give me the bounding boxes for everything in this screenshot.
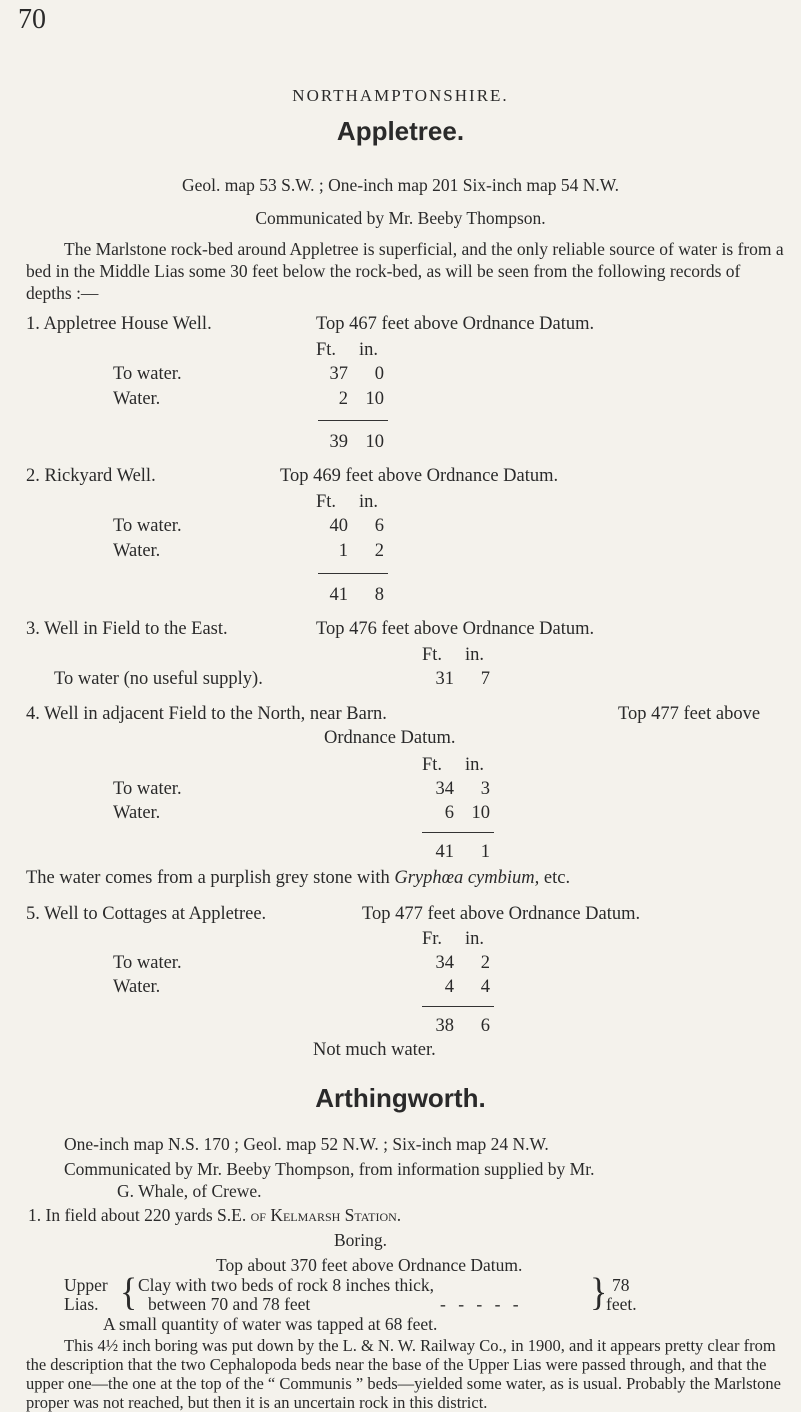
row-ft: 4 (444, 977, 454, 997)
strata-dashes: - - - - - (440, 1294, 523, 1314)
row-label: To water. (113, 779, 182, 799)
row-ft: 1 (338, 541, 348, 561)
strata-thickness-1: 78 (612, 1275, 630, 1295)
row-ft: 37 (329, 364, 348, 384)
row-in: 0 (374, 364, 384, 384)
water-tapped: A small quantity of water was tapped at 68 feet. (103, 1314, 438, 1334)
row-ft: 34 (435, 953, 454, 973)
total-in: 1 (480, 842, 490, 862)
total-in: 10 (365, 432, 384, 452)
well-4-top-cont: Ordnance Datum. (324, 728, 456, 748)
unit-in: in. (465, 755, 485, 775)
well-2-name: 2. Rickyard Well. (26, 466, 156, 486)
well-3-name: 3. Well in Field to the East. (26, 619, 228, 639)
total-rule (318, 420, 388, 421)
unit-ft: Ft. (422, 645, 443, 665)
appletree-maps: Geol. map 53 S.W. ; One-inch map 201 Six-inch map 54 N.W. (181, 175, 620, 195)
row-in: 10 (471, 803, 490, 823)
closing-paragraph: This 4½ inch boring was put down by the L. & N. W. Railway Co., in 1900, and it appears pretty clear from the description that the two Cephalopoda beds near the base of the Upper Lias were passed through, and that the upper one—the one at the top of the “ Communis ” beds—yielded some water, as is usual. Probably the Marlstone proper was not reached, but then it is an uncertain rock in this district. (26, 1336, 781, 1412)
row-ft: 34 (435, 779, 454, 799)
well-2-top: Top 469 feet above Ordnance Datum. (280, 466, 559, 486)
boring-heading: Boring. (334, 1230, 387, 1250)
left-brace-icon: { (120, 1270, 138, 1314)
unit-in: in. (359, 492, 379, 512)
row-label: Water. (113, 977, 161, 997)
well-1-name: 1. Appletree House Well. (26, 314, 212, 334)
total-rule (318, 573, 388, 574)
boring-top: Top about 370 feet above Ordnance Datum. (216, 1255, 523, 1275)
total-ft: 39 (329, 432, 348, 452)
total-ft: 38 (435, 1016, 454, 1036)
row-ft: 6 (444, 803, 454, 823)
row-ft: 31 (435, 669, 454, 689)
row-in: 2 (480, 953, 490, 973)
appletree-intro: The Marlstone rock-bed around Appletree is superficial, and the only reliable source of water is from a bed in the Middle Lias some 30 feet below the rock-bed, as will be seen from the following records of depths :— (26, 239, 784, 303)
arthingworth-communicated-2: G. Whale, of Crewe. (117, 1181, 262, 1201)
strata-thickness-2: feet. (606, 1294, 637, 1314)
total-rule (422, 1006, 494, 1007)
total-ft: 41 (329, 585, 348, 605)
unit-ft: Ft. (316, 340, 337, 360)
unit-ft: Ft. (316, 492, 337, 512)
unit-ft-alt: Fr. (422, 929, 443, 949)
arthingworth-communicated-1: Communicated by Mr. Beeby Thompson, from information supplied by Mr. (64, 1159, 595, 1179)
unit-in: in. (465, 645, 485, 665)
well-5-name: 5. Well to Cottages at Appletree. (26, 904, 267, 924)
row-label: Water. (113, 541, 161, 561)
page-number: 70 (18, 4, 46, 35)
section-title-arthingworth: Arthingworth. (315, 1083, 486, 1113)
right-brace-icon: } (590, 1270, 608, 1314)
row-label: Water. (113, 389, 161, 409)
total-in: 8 (374, 585, 384, 605)
well-4-top: Top 477 feet above (618, 704, 761, 724)
row-label: To water. (113, 953, 182, 973)
total-ft: 41 (435, 842, 454, 862)
arthingworth-item-1: 1. In field about 220 yards S.E. of Kelmarsh Station. (28, 1205, 402, 1225)
well-4-note: The water comes from a purplish grey stone with Gryphœa cymbium, etc. (26, 868, 571, 888)
row-in: 7 (480, 669, 490, 689)
well-5-top: Top 477 feet above Ordnance Datum. (362, 904, 641, 924)
unit-in: in. (359, 340, 379, 360)
strata-desc-1: Clay with two beds of rock 8 inches thick, (138, 1275, 434, 1295)
unit-ft: Ft. (422, 755, 443, 775)
well-4-name: 4. Well in adjacent Field to the North, near Barn. (26, 704, 387, 724)
row-in: 3 (480, 779, 490, 799)
well-3-top: Top 476 feet above Ordnance Datum. (316, 619, 595, 639)
total-in: 6 (480, 1016, 490, 1036)
well-1-top: Top 467 feet above Ordnance Datum. (316, 314, 595, 334)
row-in: 6 (374, 516, 384, 536)
row-in: 4 (480, 977, 490, 997)
strata-label-upper: Upper (64, 1275, 108, 1295)
row-in: 10 (365, 389, 384, 409)
running-head: NORTHAMPTONSHIRE. (292, 86, 509, 105)
well-5-note: Not much water. (313, 1040, 436, 1060)
appletree-communicated: Communicated by Mr. Beeby Thompson. (255, 208, 546, 228)
row-ft: 2 (338, 389, 348, 409)
total-rule (422, 832, 494, 833)
section-title-appletree: Appletree. (336, 116, 465, 146)
row-label: To water (no useful supply). (54, 669, 263, 689)
unit-in: in. (465, 929, 485, 949)
strata-label-lias: Lias. (64, 1294, 99, 1314)
row-label: To water. (113, 516, 182, 536)
arthingworth-maps: One-inch map N.S. 170 ; Geol. map 52 N.W. ; Six-inch map 24 N.W. (64, 1134, 549, 1154)
row-in: 2 (374, 541, 384, 561)
row-ft: 40 (329, 516, 348, 536)
row-label: Water. (113, 803, 161, 823)
row-label: To water. (113, 364, 182, 384)
strata-desc-2: between 70 and 78 feet (148, 1294, 311, 1314)
